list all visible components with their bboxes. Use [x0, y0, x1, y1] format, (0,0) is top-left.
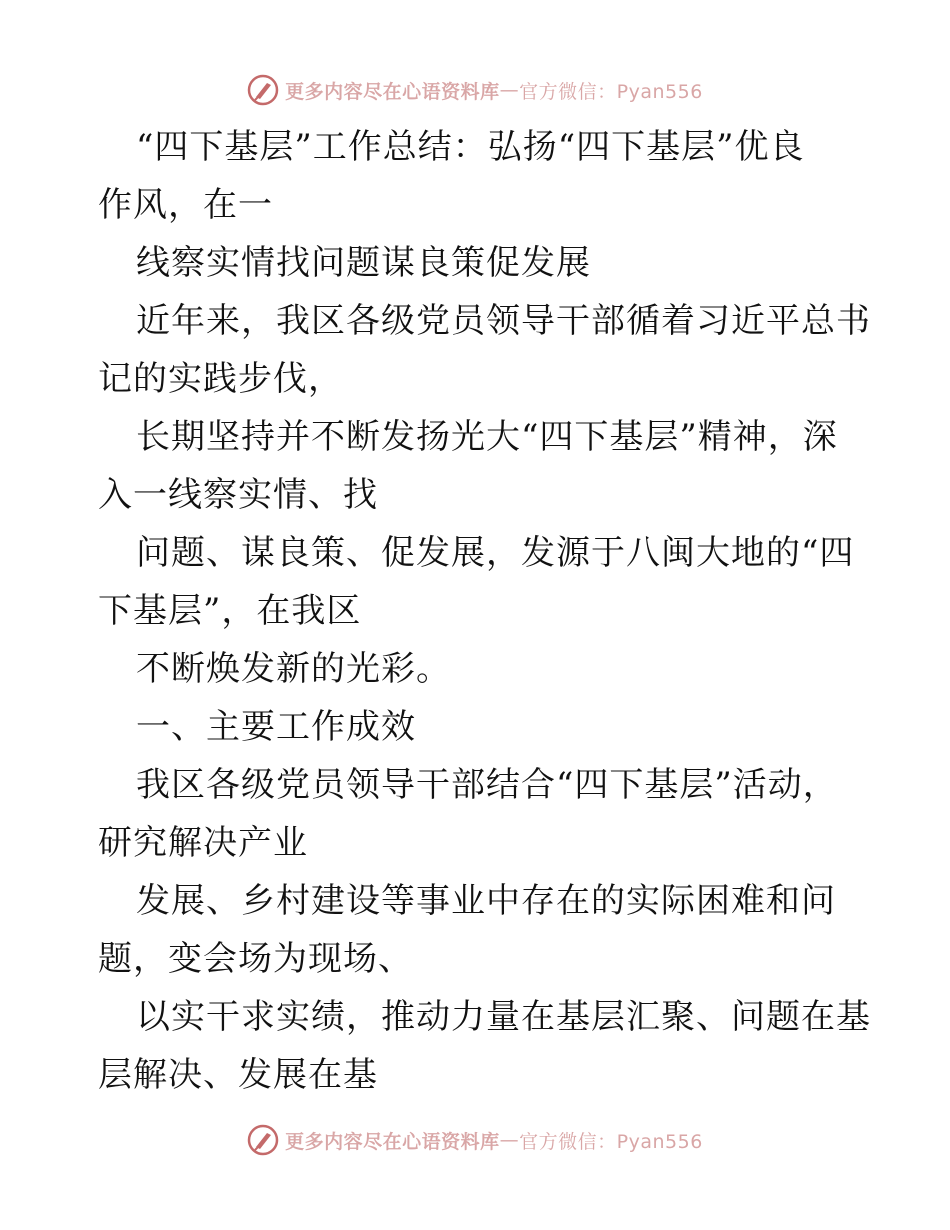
text-line: 研究解决产业	[98, 823, 308, 863]
text-line: 作风，在一	[98, 185, 273, 225]
text-line: 记的实践步伐，	[98, 359, 343, 399]
text-line: 线察实情找问题谋良策促发展	[136, 243, 591, 283]
text-line: 下基层”，在我区	[98, 591, 362, 631]
text-line: 问题、谋良策、促发展，发源于八闽大地的“四	[136, 533, 855, 573]
text-line: 不断焕发新的光彩。	[136, 649, 451, 689]
text-line: 我区各级党员领导干部结合“四下基层”活动，	[136, 765, 838, 805]
watermark-main-text: 更多内容尽在心语资料库	[285, 80, 500, 103]
text-line: 发展、乡村建设等事业中存在的实际困难和问	[136, 881, 836, 921]
quill-pen-icon	[247, 1124, 279, 1156]
watermark-dash: —	[499, 1129, 520, 1151]
text-line: 长期坚持并不断发扬光大“四下基层”精神，深	[136, 417, 838, 457]
footer-watermark	[0, 1120, 950, 1160]
text-line: 近年来，我区各级党员领导干部循着习近平总书	[136, 301, 871, 341]
watermark-dash: —	[499, 79, 520, 101]
watermark-main-text: 更多内容尽在心语资料库	[285, 1130, 500, 1153]
text-line: 层解决、发展在基	[98, 1055, 378, 1095]
header-watermark	[0, 70, 950, 110]
watermark-contact-text: 官方微信：Pyan556	[519, 1130, 703, 1153]
text-line: “四下基层”工作总结：弘扬“四下基层”优良	[136, 127, 805, 167]
text-line: 题，变会场为现场、	[98, 939, 413, 979]
watermark-contact-text: 官方微信：Pyan556	[519, 80, 703, 103]
text-line: 一、主要工作成效	[136, 707, 416, 747]
text-line: 以实干求实绩，推动力量在基层汇聚、问题在基	[136, 997, 871, 1037]
document-body	[98, 118, 871, 1104]
text-line: 入一线察实情、找	[98, 475, 378, 515]
quill-pen-icon	[247, 74, 279, 106]
